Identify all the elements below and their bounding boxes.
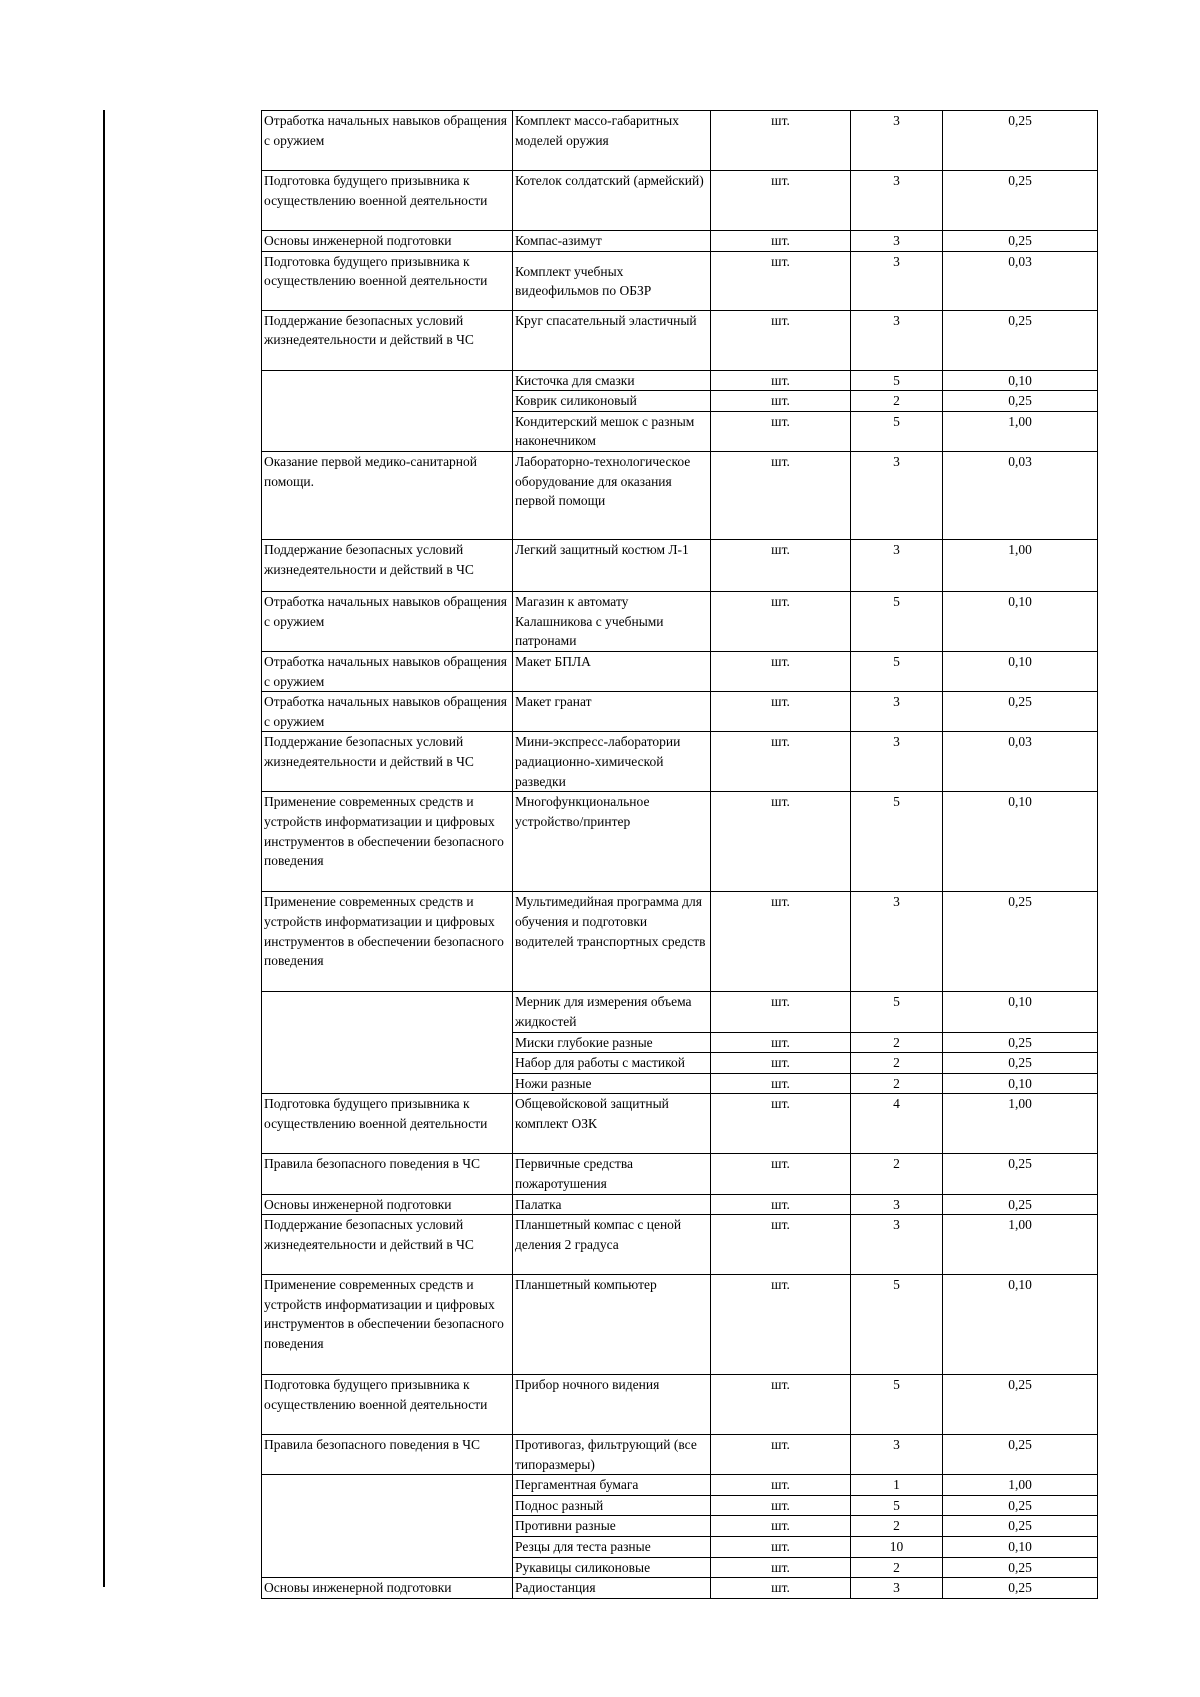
- table-row: [262, 1578, 1098, 1599]
- item-cell: Палатка: [513, 1194, 711, 1215]
- section-cell: Основы инженерной подготовки: [262, 1578, 513, 1599]
- section-cell: Применение современных средств и устройств информатизации и цифровых инструментов в обеспечении безопасного поведения: [262, 1275, 513, 1375]
- unit-cell: шт.: [711, 792, 851, 892]
- quantity-cell: 5: [851, 992, 943, 1032]
- quantity-cell: 3: [851, 231, 943, 252]
- item-cell: Комплект учебных видеофильмов по ОБЗР: [513, 251, 711, 310]
- item-cell: Коврик силиконовый: [513, 391, 711, 412]
- coefficient-cell: 0,10: [943, 1073, 1098, 1094]
- section-cell: Подготовка будущего призывника к осуществлению военной деятельности: [262, 1094, 513, 1154]
- section-cell: Применение современных средств и устройств информатизации и цифровых инструментов в обеспечении безопасного поведения: [262, 792, 513, 892]
- unit-cell: шт.: [711, 1495, 851, 1516]
- unit-cell: шт.: [711, 1073, 851, 1094]
- item-cell: Комплект массо-габаритных моделей оружия: [513, 111, 711, 171]
- table-row: [262, 231, 1098, 252]
- item-cell: Резцы для теста разные: [513, 1537, 711, 1558]
- item-cell: Компас-азимут: [513, 231, 711, 252]
- item-cell: Противогаз, фильтрующий (все типоразмеры): [513, 1435, 711, 1475]
- unit-cell: шт.: [711, 1578, 851, 1599]
- section-cell: Поддержание безопасных условий жизнедеятельности и действий в ЧС: [262, 732, 513, 792]
- item-cell: Прибор ночного видения: [513, 1375, 711, 1435]
- quantity-cell: 3: [851, 451, 943, 539]
- unit-cell: шт.: [711, 1053, 851, 1074]
- quantity-cell: 5: [851, 792, 943, 892]
- quantity-cell: 5: [851, 1375, 943, 1435]
- quantity-cell: 3: [851, 310, 943, 370]
- item-cell: Многофункциональное устройство/принтер: [513, 792, 711, 892]
- item-cell: Магазин к автомату Калашникова с учебными патронами: [513, 591, 711, 651]
- quantity-cell: 3: [851, 1578, 943, 1599]
- quantity-cell: 2: [851, 391, 943, 412]
- unit-cell: шт.: [711, 231, 851, 252]
- table-row: [262, 1215, 1098, 1275]
- section-cell: Поддержание безопасных условий жизнедеятельности и действий в ЧС: [262, 310, 513, 370]
- unit-cell: шт.: [711, 411, 851, 451]
- table-row: [262, 591, 1098, 651]
- coefficient-cell: 0,03: [943, 251, 1098, 310]
- coefficient-cell: 1,00: [943, 1475, 1098, 1496]
- section-cell: Основы инженерной подготовки: [262, 1194, 513, 1215]
- coefficient-cell: 0,10: [943, 992, 1098, 1032]
- coefficient-cell: 0,25: [943, 1194, 1098, 1215]
- item-cell: Кондитерский мешок с разным наконечником: [513, 411, 711, 451]
- unit-cell: шт.: [711, 692, 851, 732]
- unit-cell: шт.: [711, 171, 851, 231]
- item-cell: Миски глубокие разные: [513, 1032, 711, 1053]
- unit-cell: шт.: [711, 391, 851, 412]
- section-cell: [262, 992, 513, 1094]
- coefficient-cell: 1,00: [943, 1094, 1098, 1154]
- section-cell: Отработка начальных навыков обращения с оружием: [262, 111, 513, 171]
- table-row: [262, 111, 1098, 171]
- coefficient-cell: 0,25: [943, 692, 1098, 732]
- table-row: [262, 1154, 1098, 1194]
- coefficient-cell: 0,25: [943, 310, 1098, 370]
- item-cell: Поднос разный: [513, 1495, 711, 1516]
- unit-cell: шт.: [711, 451, 851, 539]
- quantity-cell: 2: [851, 1053, 943, 1074]
- unit-cell: шт.: [711, 539, 851, 591]
- quantity-cell: 4: [851, 1094, 943, 1154]
- coefficient-cell: 0,25: [943, 1557, 1098, 1578]
- unit-cell: шт.: [711, 1557, 851, 1578]
- table-row: [262, 310, 1098, 370]
- table-row: [262, 251, 1098, 310]
- quantity-cell: 5: [851, 1275, 943, 1375]
- section-cell: Оказание первой медико-санитарной помощи.: [262, 451, 513, 539]
- coefficient-cell: 1,00: [943, 539, 1098, 591]
- table-row: [262, 992, 1098, 1032]
- coefficient-cell: 1,00: [943, 411, 1098, 451]
- coefficient-cell: 0,10: [943, 651, 1098, 691]
- coefficient-cell: 0,25: [943, 1495, 1098, 1516]
- left-margin-rule: [103, 110, 105, 1587]
- unit-cell: шт.: [711, 1537, 851, 1558]
- quantity-cell: 3: [851, 892, 943, 992]
- table-row: [262, 692, 1098, 732]
- table-row: [262, 892, 1098, 992]
- coefficient-cell: 0,25: [943, 391, 1098, 412]
- quantity-cell: 5: [851, 370, 943, 391]
- section-cell: Поддержание безопасных условий жизнедеятельности и действий в ЧС: [262, 1215, 513, 1275]
- section-cell: Отработка начальных навыков обращения с оружием: [262, 591, 513, 651]
- quantity-cell: 3: [851, 692, 943, 732]
- unit-cell: шт.: [711, 591, 851, 651]
- coefficient-cell: 0,10: [943, 1537, 1098, 1558]
- coefficient-cell: 0,25: [943, 1032, 1098, 1053]
- unit-cell: шт.: [711, 892, 851, 992]
- unit-cell: шт.: [711, 370, 851, 391]
- item-cell: Котелок солдатский (армейский): [513, 171, 711, 231]
- table-row: [262, 651, 1098, 691]
- quantity-cell: 3: [851, 732, 943, 792]
- item-cell: Пергаментная бумага: [513, 1475, 711, 1496]
- quantity-cell: 5: [851, 591, 943, 651]
- item-cell: Мерник для измерения объема жидкостей: [513, 992, 711, 1032]
- unit-cell: шт.: [711, 111, 851, 171]
- section-cell: Подготовка будущего призывника к осуществлению военной деятельности: [262, 251, 513, 310]
- coefficient-cell: 0,10: [943, 591, 1098, 651]
- item-cell: Общевойсковой защитный комплект ОЗК: [513, 1094, 711, 1154]
- unit-cell: шт.: [711, 1032, 851, 1053]
- section-cell: Основы инженерной подготовки: [262, 231, 513, 252]
- coefficient-cell: 0,03: [943, 732, 1098, 792]
- coefficient-cell: 0,25: [943, 231, 1098, 252]
- table-row: [262, 1435, 1098, 1475]
- unit-cell: шт.: [711, 1215, 851, 1275]
- unit-cell: шт.: [711, 1375, 851, 1435]
- section-cell: Правила безопасного поведения в ЧС: [262, 1154, 513, 1194]
- section-cell: Применение современных средств и устройств информатизации и цифровых инструментов в обеспечении безопасного поведения: [262, 892, 513, 992]
- unit-cell: шт.: [711, 1475, 851, 1496]
- coefficient-cell: 0,25: [943, 1154, 1098, 1194]
- item-cell: Мультимедийная программа для обучения и подготовки водителей транспортных средств: [513, 892, 711, 992]
- item-cell: Макет БПЛА: [513, 651, 711, 691]
- quantity-cell: 1: [851, 1475, 943, 1496]
- unit-cell: шт.: [711, 1094, 851, 1154]
- item-cell: Радиостанция: [513, 1578, 711, 1599]
- table-row: [262, 792, 1098, 892]
- quantity-cell: 2: [851, 1073, 943, 1094]
- item-cell: Легкий защитный костюм Л-1: [513, 539, 711, 591]
- item-cell: Кисточка для смазки: [513, 370, 711, 391]
- table-row: [262, 1094, 1098, 1154]
- unit-cell: шт.: [711, 732, 851, 792]
- coefficient-cell: 1,00: [943, 1215, 1098, 1275]
- table-row: [262, 539, 1098, 591]
- quantity-cell: 3: [851, 111, 943, 171]
- unit-cell: шт.: [711, 651, 851, 691]
- quantity-cell: 3: [851, 171, 943, 231]
- item-cell: Первичные средства пожаротушения: [513, 1154, 711, 1194]
- item-cell: Мини-экспресс-лаборатории радиационно-химической разведки: [513, 732, 711, 792]
- item-cell: Круг спасательный эластичный: [513, 310, 711, 370]
- table-row: [262, 171, 1098, 231]
- item-cell: Ножи разные: [513, 1073, 711, 1094]
- quantity-cell: 5: [851, 651, 943, 691]
- item-cell: Набор для работы с мастикой: [513, 1053, 711, 1074]
- coefficient-cell: 0,25: [943, 1516, 1098, 1537]
- section-cell: Подготовка будущего призывника к осуществлению военной деятельности: [262, 171, 513, 231]
- quantity-cell: 2: [851, 1516, 943, 1537]
- quantity-cell: 3: [851, 1215, 943, 1275]
- quantity-cell: 10: [851, 1537, 943, 1558]
- coefficient-cell: 0,25: [943, 892, 1098, 992]
- table-row: [262, 1475, 1098, 1496]
- section-cell: Правила безопасного поведения в ЧС: [262, 1435, 513, 1475]
- quantity-cell: 5: [851, 411, 943, 451]
- item-cell: Планшетный компас с ценой деления 2 градуса: [513, 1215, 711, 1275]
- coefficient-cell: 0,25: [943, 1375, 1098, 1435]
- section-cell: Отработка начальных навыков обращения с оружием: [262, 651, 513, 691]
- table-row: [262, 732, 1098, 792]
- coefficient-cell: 0,03: [943, 451, 1098, 539]
- coefficient-cell: 0,25: [943, 1053, 1098, 1074]
- quantity-cell: 3: [851, 251, 943, 310]
- unit-cell: шт.: [711, 1516, 851, 1537]
- quantity-cell: 3: [851, 539, 943, 591]
- table-row: [262, 1375, 1098, 1435]
- section-cell: [262, 1475, 513, 1578]
- quantity-cell: 2: [851, 1154, 943, 1194]
- quantity-cell: 5: [851, 1495, 943, 1516]
- equipment-table: [261, 110, 1098, 1599]
- section-cell: Поддержание безопасных условий жизнедеятельности и действий в ЧС: [262, 539, 513, 591]
- coefficient-cell: 0,10: [943, 792, 1098, 892]
- section-cell: [262, 370, 513, 451]
- quantity-cell: 2: [851, 1032, 943, 1053]
- unit-cell: шт.: [711, 251, 851, 310]
- coefficient-cell: 0,25: [943, 111, 1098, 171]
- coefficient-cell: 0,10: [943, 370, 1098, 391]
- coefficient-cell: 0,25: [943, 1578, 1098, 1599]
- unit-cell: шт.: [711, 1154, 851, 1194]
- item-cell: Макет гранат: [513, 692, 711, 732]
- unit-cell: шт.: [711, 992, 851, 1032]
- table-row: [262, 1275, 1098, 1375]
- quantity-cell: 2: [851, 1557, 943, 1578]
- item-cell: Лабораторно-технологическое оборудование для оказания первой помощи: [513, 451, 711, 539]
- item-cell: Рукавицы силиконовые: [513, 1557, 711, 1578]
- quantity-cell: 3: [851, 1194, 943, 1215]
- unit-cell: шт.: [711, 1194, 851, 1215]
- table-row: [262, 370, 1098, 391]
- quantity-cell: 3: [851, 1435, 943, 1475]
- coefficient-cell: 0,25: [943, 1435, 1098, 1475]
- section-cell: Подготовка будущего призывника к осуществлению военной деятельности: [262, 1375, 513, 1435]
- unit-cell: шт.: [711, 310, 851, 370]
- table-row: [262, 451, 1098, 539]
- unit-cell: шт.: [711, 1275, 851, 1375]
- coefficient-cell: 0,25: [943, 171, 1098, 231]
- item-cell: Противни разные: [513, 1516, 711, 1537]
- unit-cell: шт.: [711, 1435, 851, 1475]
- coefficient-cell: 0,10: [943, 1275, 1098, 1375]
- section-cell: Отработка начальных навыков обращения с оружием: [262, 692, 513, 732]
- table-row: [262, 1194, 1098, 1215]
- item-cell: Планшетный компьютер: [513, 1275, 711, 1375]
